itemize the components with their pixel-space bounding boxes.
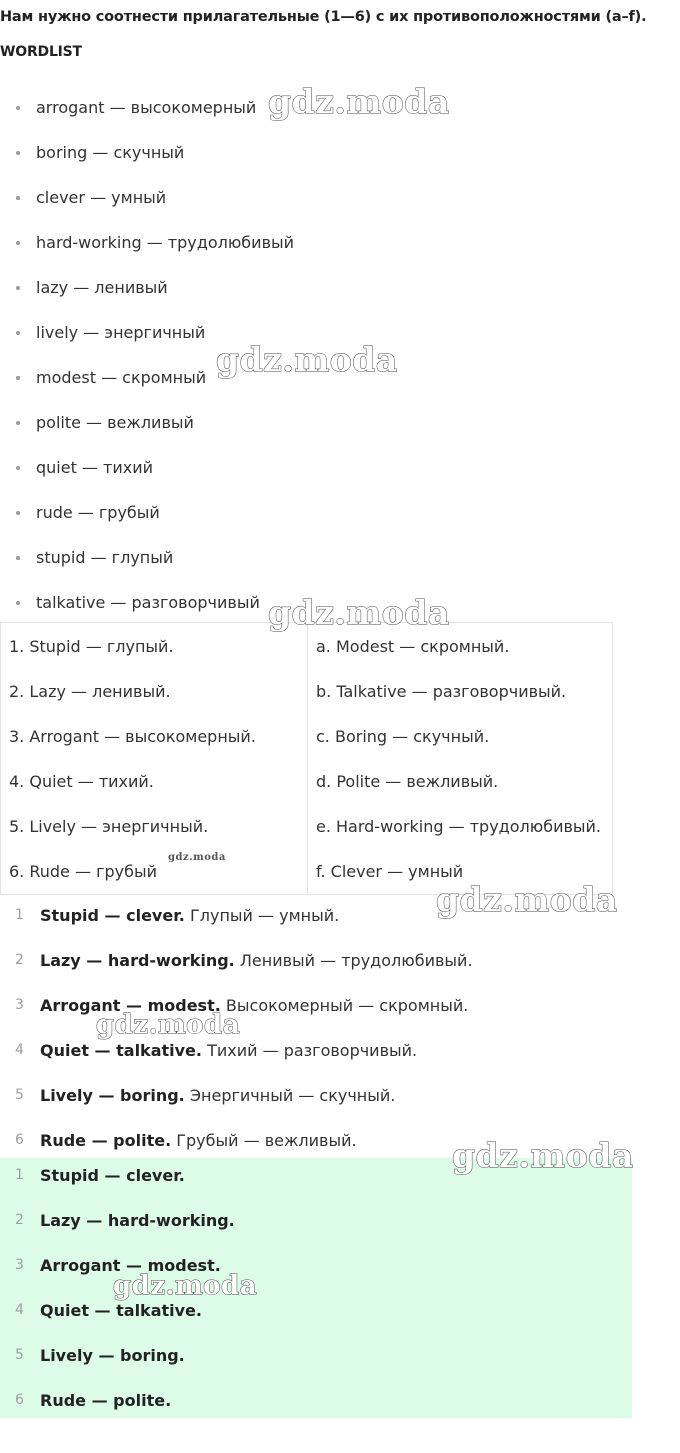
watermark: gdz.moda [96, 1010, 241, 1040]
wordlist-item-text: polite — вежливый [36, 413, 194, 432]
watermark: gdz.moda [452, 1136, 634, 1175]
adjectives-column [1, 623, 308, 895]
answer-english: Quiet — talkative. [40, 1041, 202, 1060]
item-number: 2 [15, 1212, 24, 1228]
wordlist-item [0, 400, 680, 445]
watermark: gdz.moda [436, 880, 618, 919]
bullet-icon [16, 511, 20, 515]
item-number: 6 [15, 1392, 24, 1408]
table-cell: 6. Rude — грубый [9, 862, 157, 881]
wordlist-heading: WORDLIST [0, 44, 82, 60]
bullet-icon [16, 376, 20, 380]
bullet-icon [16, 151, 20, 155]
table-cell: a. Modest — скромный. [316, 637, 510, 656]
watermark: gdz.moda [216, 340, 398, 379]
table-cell: 2. Lazy — ленивый. [9, 682, 171, 701]
list-item [0, 938, 680, 983]
item-number: 5 [15, 1347, 24, 1363]
item-number: 4 [15, 1302, 24, 1318]
bullet-icon [16, 601, 20, 605]
bullet-icon [16, 331, 20, 335]
item-number: 1 [15, 907, 24, 923]
answer-english: Lively — boring. [40, 1086, 185, 1105]
answer-english: Lively — boring. [40, 1346, 185, 1365]
item-number: 2 [15, 952, 24, 968]
bullet-icon [16, 241, 20, 245]
table-cell: f. Clever — умный [316, 862, 464, 881]
bullet-icon [16, 106, 20, 110]
answer-english: Quiet — talkative. [40, 1301, 202, 1320]
opposites-column [308, 623, 613, 895]
watermark: gdz.moda [168, 852, 226, 863]
wordlist-item [0, 265, 680, 310]
bullet-icon [16, 421, 20, 425]
table-cell: d. Polite — вежливый. [316, 772, 499, 791]
wordlist-item-text: rude — грубый [36, 503, 160, 522]
wordlist-item [0, 535, 680, 580]
wordlist-item-text: lazy — ленивый [36, 278, 168, 297]
item-number: 6 [15, 1132, 24, 1148]
bullet-icon [16, 466, 20, 470]
answer-english: Stupid — clever. [40, 906, 185, 925]
answer-english: Lazy — hard-working. [40, 951, 235, 970]
table-cell: 5. Lively — энергичный. [9, 817, 209, 836]
table-row [1, 623, 613, 895]
watermark: gdz.moda [268, 82, 450, 121]
wordlist-item [0, 130, 680, 175]
wordlist-item-text: clever — умный [36, 188, 167, 207]
answer-russian: Тихий — разговорчивый. [207, 1041, 418, 1060]
answer-english: Rude — polite. [40, 1131, 172, 1150]
list-item [0, 1198, 680, 1243]
table-cell: 3. Arrogant — высокомерный. [9, 727, 256, 746]
list-item [0, 1073, 680, 1118]
answer-russian: Глупый — умный. [189, 906, 340, 925]
wordlist-item-text: modest — скромный [36, 368, 207, 387]
answer-english: Stupid — clever. [40, 1166, 185, 1185]
wordlist-item-text: hard-working — трудолюбивый [36, 233, 295, 252]
wordlist-item [0, 490, 680, 535]
intro-text: Нам нужно соотнести прилагательные (1—6) с их противоположностями (a–f). [0, 9, 647, 25]
wordlist-item-text: stupid — глупый [36, 548, 174, 567]
watermark: gdz.moda [113, 1271, 258, 1301]
answer-russian: Грубый — вежливый. [176, 1131, 357, 1150]
answer-russian: Энергичный — скучный. [189, 1086, 396, 1105]
table-cell: 1. Stupid — глупый. [9, 637, 174, 656]
wordlist-item [0, 445, 680, 490]
list-item [0, 1288, 680, 1333]
bullet-icon [16, 286, 20, 290]
answer-english: Arrogant — modest. [40, 1256, 221, 1275]
bullet-icon [16, 556, 20, 560]
wordlist-item-text: boring — скучный [36, 143, 185, 162]
final-answers [0, 1153, 680, 1423]
wordlist-item [0, 220, 680, 265]
watermark: gdz.moda [268, 593, 450, 632]
item-number: 5 [15, 1087, 24, 1103]
answer-russian: Ленивый — трудолюбивый. [239, 951, 473, 970]
list-item [0, 1333, 680, 1378]
answer-russian: Высокомерный — скромный. [225, 996, 469, 1015]
wordlist-item-text: arrogant — высокомерный [36, 98, 257, 117]
wordlist-item-text: talkative — разговорчивый [36, 593, 260, 612]
answer-english: Arrogant — modest. [40, 996, 221, 1015]
wordlist-item [0, 175, 680, 220]
table-cell: b. Talkative — разговорчивый. [316, 682, 567, 701]
list-item [0, 1378, 680, 1423]
item-number: 3 [15, 1257, 24, 1273]
wordlist-item-text: lively — энергичный [36, 323, 206, 342]
table-cell: c. Boring — скучный. [316, 727, 490, 746]
item-number: 4 [15, 1042, 24, 1058]
answer-english: Rude — polite. [40, 1391, 172, 1410]
list-item [0, 1243, 680, 1288]
wordlist-item-text: quiet — тихий [36, 458, 154, 477]
table-cell: 4. Quiet — тихий. [9, 772, 154, 791]
table-cell: e. Hard-working — трудолюбивый. [316, 817, 602, 836]
bullet-icon [16, 196, 20, 200]
matching-table [0, 622, 613, 895]
answer-english: Lazy — hard-working. [40, 1211, 235, 1230]
item-number: 1 [15, 1167, 24, 1183]
item-number: 3 [15, 997, 24, 1013]
